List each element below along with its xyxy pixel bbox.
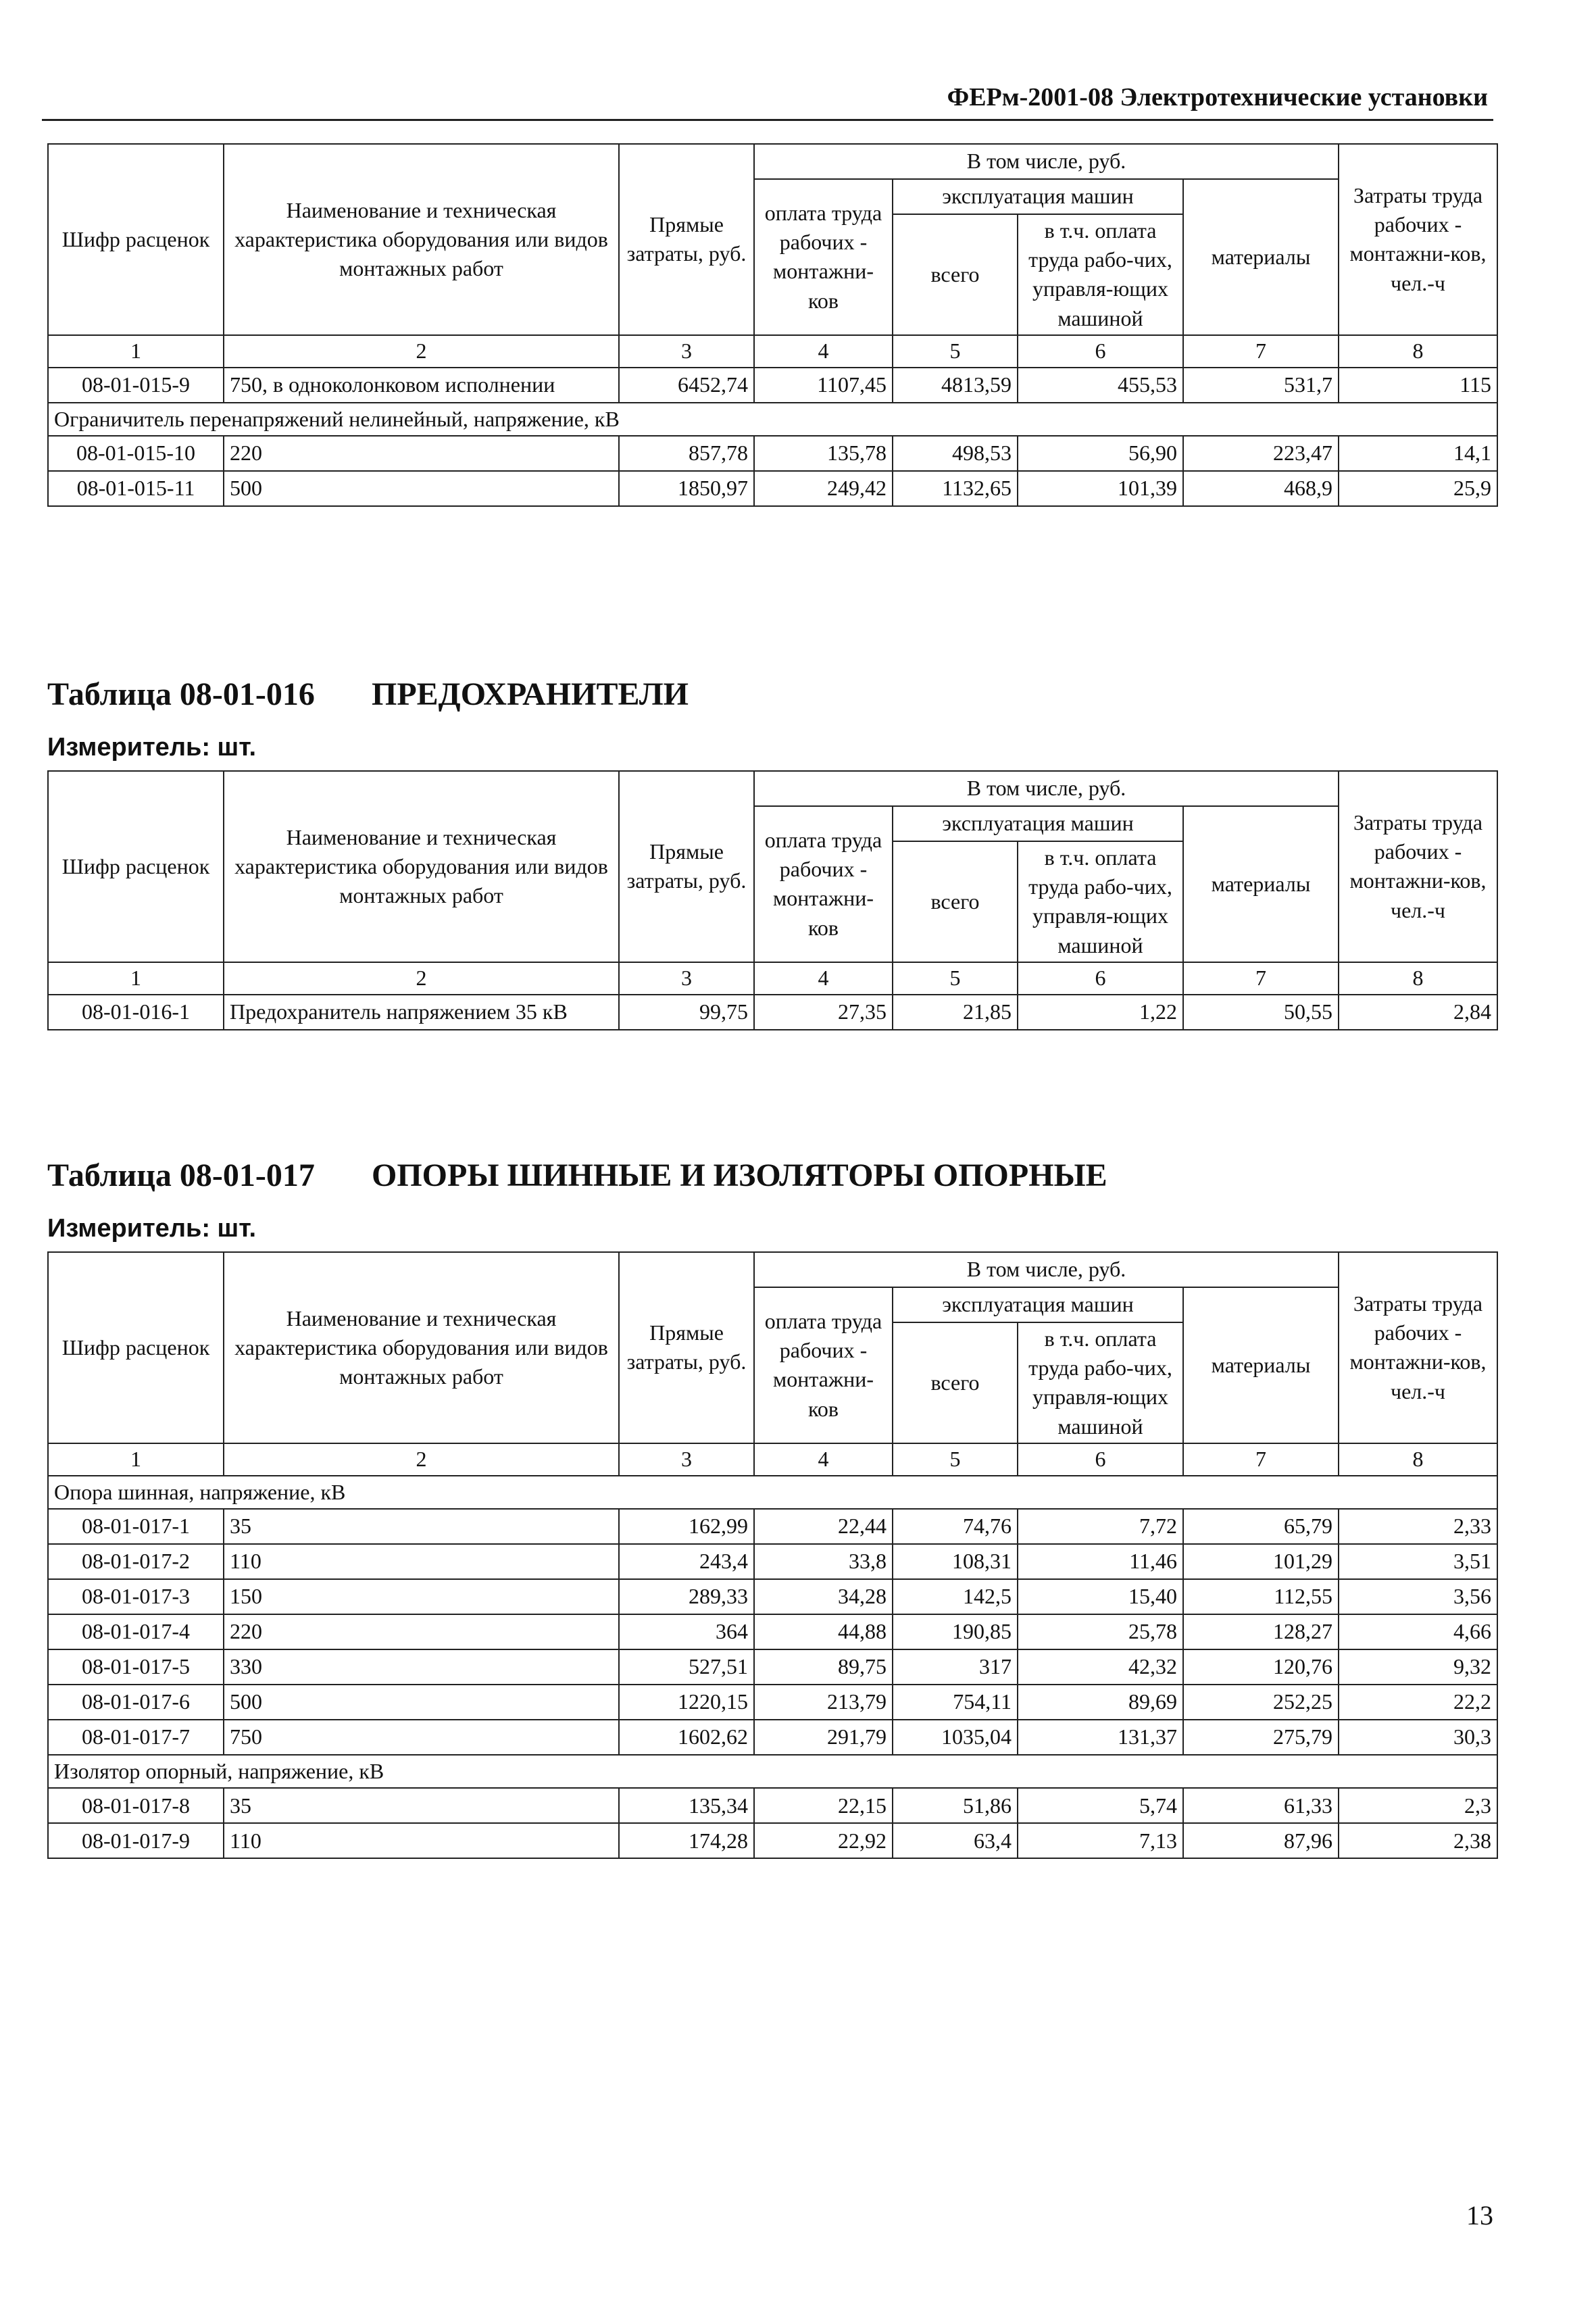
group-row: [48, 403, 1497, 436]
col-num: 1: [48, 335, 224, 368]
col-laborpay-header: оплата труда рабочих - монтажни-ков: [754, 1287, 893, 1443]
header-rule: [42, 119, 1493, 121]
rate-code: 08-01-017-7: [48, 1720, 224, 1755]
col-num: 3: [619, 962, 754, 995]
table-title: ПРЕДОХРАНИТЕЛИ: [372, 676, 689, 712]
materials-cost: 101,29: [1183, 1544, 1339, 1579]
col-code-header: Шифр расценок: [48, 144, 224, 335]
materials-cost: 50,55: [1183, 995, 1339, 1030]
col-num: 4: [754, 962, 893, 995]
col-num: 1: [48, 1443, 224, 1476]
rate-code: 08-01-017-9: [48, 1823, 224, 1858]
group-label: Изолятор опорный, напряжение, кВ: [48, 1755, 1497, 1788]
labor-pay: 22,92: [754, 1823, 893, 1858]
col-num: 2: [224, 962, 619, 995]
running-header: ФЕРм-2001-08 Электротехнические установки: [947, 83, 1488, 111]
operators-pay: 1,22: [1018, 995, 1183, 1030]
col-num: 1: [48, 962, 224, 995]
labor-hours: 14,1: [1339, 436, 1497, 471]
col-direct-header: Прямые затраты, руб.: [619, 771, 754, 962]
table-title: ОПОРЫ ШИННЫЕ И ИЗОЛЯТОРЫ ОПОРНЫЕ: [372, 1158, 1107, 1193]
labor-pay: 1107,45: [754, 368, 893, 403]
labor-hours: 2,33: [1339, 1509, 1497, 1544]
operators-pay: 11,46: [1018, 1544, 1183, 1579]
work-name: Предохранитель напряжением 35 кВ: [224, 995, 619, 1030]
col-materials-header: материалы: [1183, 179, 1339, 335]
operators-pay: 42,32: [1018, 1649, 1183, 1685]
col-num: 6: [1018, 1443, 1183, 1476]
work-name: 750, в одноколонковом исполнении: [224, 368, 619, 403]
rate-code: 08-01-017-5: [48, 1649, 224, 1685]
table-number: Таблица 08-01-017: [47, 1158, 315, 1193]
table-row: [48, 1579, 1497, 1614]
machines-total: 190,85: [893, 1614, 1018, 1649]
col-labor-header: Затраты труда рабочих - монтажни-ков, чел.-ч: [1339, 144, 1497, 335]
page-number: 13: [1466, 2200, 1493, 2231]
col-laborpay-header: оплата труда рабочих - монтажни-ков: [754, 806, 893, 962]
labor-hours: 2,3: [1339, 1788, 1497, 1823]
labor-pay: 213,79: [754, 1685, 893, 1720]
rate-code: 08-01-017-2: [48, 1544, 224, 1579]
labor-pay: 22,15: [754, 1788, 893, 1823]
col-num: 5: [893, 962, 1018, 995]
table-row: [48, 1544, 1497, 1579]
col-direct-header: Прямые затраты, руб.: [619, 144, 754, 335]
labor-hours: 9,32: [1339, 1649, 1497, 1685]
rates-table-015: [47, 143, 1498, 507]
col-incl-header: В том числе, руб.: [754, 1252, 1339, 1287]
machines-total: 754,11: [893, 1685, 1018, 1720]
work-name: 35: [224, 1788, 619, 1823]
work-name: 110: [224, 1823, 619, 1858]
labor-pay: 291,79: [754, 1720, 893, 1755]
unit-label: Измеритель: шт.: [47, 1214, 257, 1243]
labor-pay: 89,75: [754, 1649, 893, 1685]
machines-total: 63,4: [893, 1823, 1018, 1858]
col-name-header: Наименование и техническая характеристика оборудования или видов монтажных работ: [224, 144, 619, 335]
group-row: [48, 1755, 1497, 1788]
labor-hours: 4,66: [1339, 1614, 1497, 1649]
materials-cost: 120,76: [1183, 1649, 1339, 1685]
materials-cost: 87,96: [1183, 1823, 1339, 1858]
operators-pay: 15,40: [1018, 1579, 1183, 1614]
rate-code: 08-01-017-1: [48, 1509, 224, 1544]
group-label: Ограничитель перенапряжений нелинейный, напряжение, кВ: [48, 403, 1497, 436]
work-name: 750: [224, 1720, 619, 1755]
operators-pay: 25,78: [1018, 1614, 1183, 1649]
direct-cost: 162,99: [619, 1509, 754, 1544]
machines-total: 4813,59: [893, 368, 1018, 403]
col-laborpay-header: оплата труда рабочих - монтажни-ков: [754, 179, 893, 335]
col-operators-header: в т.ч. оплата труда рабо-чих, управля-ющих машиной: [1018, 1322, 1183, 1443]
unit-label: Измеритель: шт.: [47, 733, 257, 762]
labor-hours: 30,3: [1339, 1720, 1497, 1755]
materials-cost: 531,7: [1183, 368, 1339, 403]
materials-cost: 252,25: [1183, 1685, 1339, 1720]
operators-pay: 89,69: [1018, 1685, 1183, 1720]
labor-pay: 27,35: [754, 995, 893, 1030]
direct-cost: 243,4: [619, 1544, 754, 1579]
rate-code: 08-01-015-11: [48, 471, 224, 506]
col-incl-header: В том числе, руб.: [754, 771, 1339, 806]
col-machines-header: эксплуатация машин: [893, 1287, 1183, 1322]
labor-pay: 135,78: [754, 436, 893, 471]
machines-total: 142,5: [893, 1579, 1018, 1614]
work-name: 220: [224, 1614, 619, 1649]
labor-hours: 22,2: [1339, 1685, 1497, 1720]
col-direct-header: Прямые затраты, руб.: [619, 1252, 754, 1443]
labor-pay: 33,8: [754, 1544, 893, 1579]
col-labor-header: Затраты труда рабочих - монтажни-ков, чел.-ч: [1339, 771, 1497, 962]
direct-cost: 1850,97: [619, 471, 754, 506]
col-num: 2: [224, 1443, 619, 1476]
machines-total: 317: [893, 1649, 1018, 1685]
table-row: [48, 1614, 1497, 1649]
direct-cost: 135,34: [619, 1788, 754, 1823]
labor-pay: 249,42: [754, 471, 893, 506]
table-row: [48, 1685, 1497, 1720]
operators-pay: 56,90: [1018, 436, 1183, 471]
work-name: 500: [224, 1685, 619, 1720]
operators-pay: 101,39: [1018, 471, 1183, 506]
labor-hours: 2,38: [1339, 1823, 1497, 1858]
work-name: 330: [224, 1649, 619, 1685]
table-row: [48, 1509, 1497, 1544]
col-num: 3: [619, 1443, 754, 1476]
col-num: 6: [1018, 962, 1183, 995]
col-total-header: всего: [893, 214, 1018, 335]
table-row: [48, 1649, 1497, 1685]
col-materials-header: материалы: [1183, 806, 1339, 962]
operators-pay: 131,37: [1018, 1720, 1183, 1755]
table-row: [48, 1720, 1497, 1755]
direct-cost: 289,33: [619, 1579, 754, 1614]
machines-total: 21,85: [893, 995, 1018, 1030]
operators-pay: 5,74: [1018, 1788, 1183, 1823]
col-num: 8: [1339, 1443, 1497, 1476]
labor-pay: 44,88: [754, 1614, 893, 1649]
col-machines-header: эксплуатация машин: [893, 806, 1183, 841]
table-caption-016: [47, 676, 689, 713]
direct-cost: 527,51: [619, 1649, 754, 1685]
work-name: 500: [224, 471, 619, 506]
materials-cost: 275,79: [1183, 1720, 1339, 1755]
col-total-header: всего: [893, 841, 1018, 962]
col-num: 5: [893, 1443, 1018, 1476]
col-labor-header: Затраты труда рабочих - монтажни-ков, чел.-ч: [1339, 1252, 1497, 1443]
col-num: 3: [619, 335, 754, 368]
materials-cost: 61,33: [1183, 1788, 1339, 1823]
direct-cost: 364: [619, 1614, 754, 1649]
col-code-header: Шифр расценок: [48, 1252, 224, 1443]
col-num: 7: [1183, 962, 1339, 995]
machines-total: 51,86: [893, 1788, 1018, 1823]
rates-table-017: [47, 1251, 1498, 1859]
col-total-header: всего: [893, 1322, 1018, 1443]
machines-total: 108,31: [893, 1544, 1018, 1579]
group-row: [48, 1476, 1497, 1509]
col-num: 8: [1339, 335, 1497, 368]
col-incl-header: В том числе, руб.: [754, 144, 1339, 179]
materials-cost: 468,9: [1183, 471, 1339, 506]
col-materials-header: материалы: [1183, 1287, 1339, 1443]
col-name-header: Наименование и техническая характеристика оборудования или видов монтажных работ: [224, 771, 619, 962]
table-number: Таблица 08-01-016: [47, 676, 315, 712]
col-num: 2: [224, 335, 619, 368]
direct-cost: 99,75: [619, 995, 754, 1030]
col-name-header: Наименование и техническая характеристика оборудования или видов монтажных работ: [224, 1252, 619, 1443]
labor-pay: 22,44: [754, 1509, 893, 1544]
col-operators-header: в т.ч. оплата труда рабо-чих, управля-ющих машиной: [1018, 214, 1183, 335]
col-machines-header: эксплуатация машин: [893, 179, 1183, 214]
work-name: 150: [224, 1579, 619, 1614]
labor-hours: 3,51: [1339, 1544, 1497, 1579]
col-num: 4: [754, 335, 893, 368]
rate-code: 08-01-016-1: [48, 995, 224, 1030]
col-operators-header: в т.ч. оплата труда рабо-чих, управля-ющих машиной: [1018, 841, 1183, 962]
table-row: [48, 1788, 1497, 1823]
rate-code: 08-01-017-4: [48, 1614, 224, 1649]
group-label: Опора шинная, напряжение, кВ: [48, 1476, 1497, 1509]
table-row: [48, 995, 1497, 1030]
machines-total: 74,76: [893, 1509, 1018, 1544]
table-caption-017: [47, 1157, 1107, 1194]
machines-total: 1132,65: [893, 471, 1018, 506]
col-code-header: Шифр расценок: [48, 771, 224, 962]
work-name: 110: [224, 1544, 619, 1579]
col-num: 8: [1339, 962, 1497, 995]
labor-hours: 25,9: [1339, 471, 1497, 506]
direct-cost: 6452,74: [619, 368, 754, 403]
operators-pay: 7,72: [1018, 1509, 1183, 1544]
machines-total: 498,53: [893, 436, 1018, 471]
col-num: 5: [893, 335, 1018, 368]
materials-cost: 65,79: [1183, 1509, 1339, 1544]
materials-cost: 223,47: [1183, 436, 1339, 471]
rate-code: 08-01-015-9: [48, 368, 224, 403]
direct-cost: 857,78: [619, 436, 754, 471]
direct-cost: 174,28: [619, 1823, 754, 1858]
rates-table-016: [47, 770, 1498, 1030]
operators-pay: 455,53: [1018, 368, 1183, 403]
col-num: 7: [1183, 1443, 1339, 1476]
labor-hours: 3,56: [1339, 1579, 1497, 1614]
col-num: 7: [1183, 335, 1339, 368]
table-row: [48, 1823, 1497, 1858]
rate-code: 08-01-017-3: [48, 1579, 224, 1614]
col-num: 6: [1018, 335, 1183, 368]
direct-cost: 1602,62: [619, 1720, 754, 1755]
col-num: 4: [754, 1443, 893, 1476]
labor-pay: 34,28: [754, 1579, 893, 1614]
machines-total: 1035,04: [893, 1720, 1018, 1755]
materials-cost: 128,27: [1183, 1614, 1339, 1649]
rate-code: 08-01-017-8: [48, 1788, 224, 1823]
table-row: [48, 436, 1497, 471]
table-row: [48, 368, 1497, 403]
operators-pay: 7,13: [1018, 1823, 1183, 1858]
rate-code: 08-01-015-10: [48, 436, 224, 471]
labor-hours: 115: [1339, 368, 1497, 403]
work-name: 35: [224, 1509, 619, 1544]
rate-code: 08-01-017-6: [48, 1685, 224, 1720]
table-row: [48, 471, 1497, 506]
materials-cost: 112,55: [1183, 1579, 1339, 1614]
work-name: 220: [224, 436, 619, 471]
labor-hours: 2,84: [1339, 995, 1497, 1030]
direct-cost: 1220,15: [619, 1685, 754, 1720]
